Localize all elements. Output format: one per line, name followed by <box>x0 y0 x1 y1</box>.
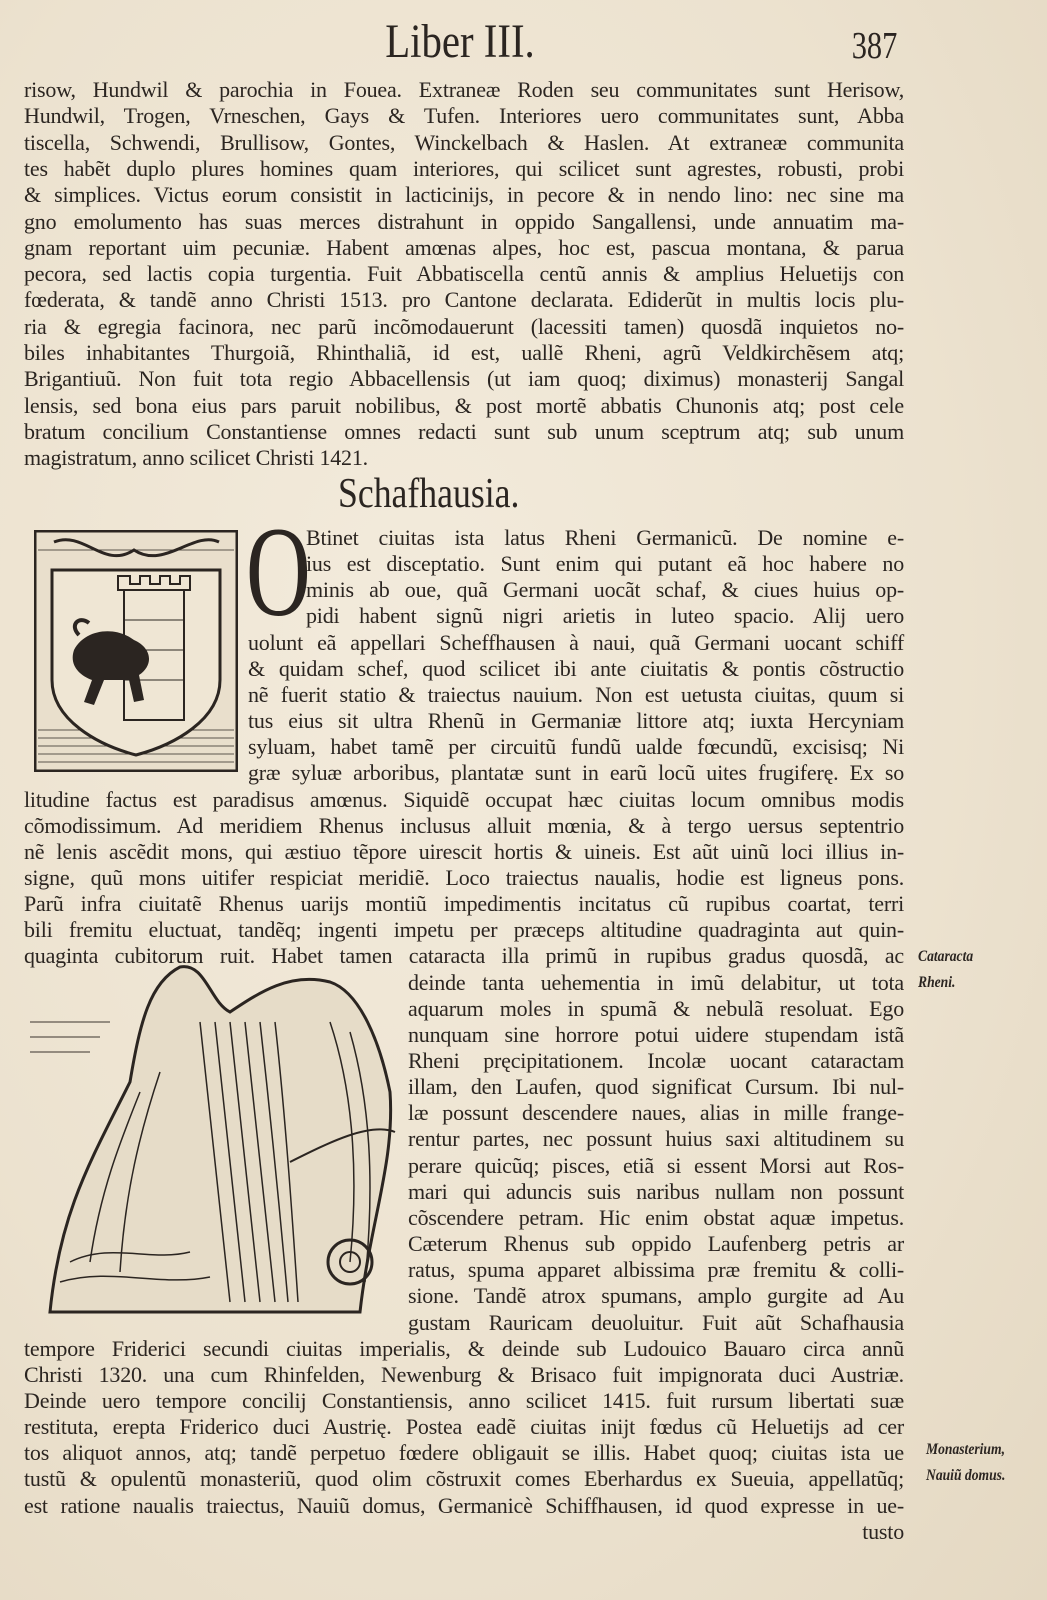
text-line: ria & egregia facinora, nec parũ incõmodauerunt (lacessiti tamen) quosdã inquietos no- <box>24 313 904 339</box>
text-line: quaginta cubitorum ruit. Habet tamen cataracta illa primũ in rupibus gradus quosdã, ac <box>24 943 904 969</box>
text-line: gnam reportant uim pecuniæ. Habent amœnas alpes, hoc est, pascua montana, & parua <box>24 234 904 260</box>
text-line: lensis, sed bona eius pars paruit nobilibus, & post mortẽ abbatis Chunonis atq; post cele <box>24 392 904 418</box>
page-number: 387 <box>851 25 898 67</box>
text-line: tes habẽt duplo plures homines quam interiores, qui scilicet sunt agrestes, robusti, probi <box>24 155 904 181</box>
text-line: nẽ fuerit statio & traiectus nauium. Non est uetusta ciuitas, quum si <box>248 681 904 707</box>
text-line: Brigantiuũ. Non fuit tota regio Abbacellensis (ut iam quoq; diximus) monasterij Sangal <box>24 366 904 392</box>
text-line: aquarum moles in spumã & nebulã resoluat. Ego <box>408 995 904 1021</box>
text-line: læ possunt descendere naues, alias in mille frange- <box>408 1100 904 1126</box>
text-line: tus eius sit ultra Rhenũ in Germaniæ littore atq; iuxta Hercyniam <box>248 708 904 734</box>
section-title: Schafhausia. <box>338 471 520 517</box>
text-line: magistratum, anno scilicet Christi 1421. <box>24 445 368 471</box>
text-line: est ratione naualis traiectus, Nauiũ domus, Germanicè Schiffhausen, id quod expresse in ue- <box>24 1492 904 1518</box>
text-line: gustam Rauricam deuoluitur. Fuit aũt Schafhausia <box>408 1309 904 1335</box>
text-line: litudine factus est paradisus amœnus. Siquidẽ occupat hæc ciuitas locum omnibus modis <box>24 786 904 812</box>
text-line: restituta, erepta Friderico duci Austrię. Postea eadẽ ciuitas inijt fœdus cũ Heluetijs ad cer <box>24 1414 904 1440</box>
text-line: Rheni pręcipitationem. Incolæ uocant cataractam <box>408 1048 904 1073</box>
text-line: tempore Friderici secundi ciuitas imperialis, & deinde sub Ludouico Bauaro circa annũ <box>24 1335 904 1361</box>
text-line: bratum concilium Constantiense omnes redacti sunt sub unum sceptrum atq; sub unum <box>24 418 904 444</box>
text-line: nẽ lenis ascẽdit mons, qui æstiuo tẽpore uirescit hortis & uineis. Est aũt uinũ loci illius in- <box>24 838 904 864</box>
margin-note-line: Monasterium, <box>926 1441 1005 1458</box>
text-line: sione. Tandẽ atrox spumans, amplo gurgite ad Au <box>408 1283 904 1309</box>
margin-note-cataracta <box>918 944 973 996</box>
text-line: cõscendere petram. Hic enim obstat aquæ impetus. <box>408 1204 904 1230</box>
text-line: risow, Hundwil & parochia in Fouea. Extraneæ Roden seu communitates sunt Herisow, <box>24 77 904 102</box>
text-line: Parũ infra ciuitatẽ Rhenus uarijs montiũ impedimentis incitatus cũ rupibus coartat, terri <box>24 891 904 917</box>
text-line: deinde tanta uehementia in imũ delabitur, ut tota <box>408 969 904 995</box>
text-line: mari qui aduncis suis naribus nullam non possunt <box>408 1178 904 1204</box>
text-line: & quidam schef, quod scilicet ibi ante ciuitatis & pontis cõstructio <box>248 655 904 681</box>
text-line: Hundwil, Trogen, Vrneschen, Gays & Tufen. Interiores uero communitates sunt, Abba <box>24 103 904 129</box>
text-line: Cæterum Rhenus sub oppido Laufenberg petris ar <box>408 1231 904 1257</box>
drop-cap-initial: O <box>246 501 311 643</box>
text-line: Deinde uero tempore concilij Constantiensis, anno scilicet 1415. fuit rursum libertati suæ <box>24 1387 904 1413</box>
text-line: tusto <box>862 1518 904 1544</box>
text-line: tiscella, Schwendi, Brullisow, Gontes, Winckelbach & Haslen. At extraneæ communita <box>24 129 904 155</box>
text-line: biles inhabitantes Thurgoiã, Rhinthaliã, id est, uallẽ Rheni, agrũ Veldkirchẽsem atq; <box>24 340 904 365</box>
text-line: Btinet ciuitas ista latus Rheni Germanicũ. De nomine e- <box>306 525 904 550</box>
running-head: Liber III. <box>385 15 535 68</box>
text-line: cõmodissimum. Ad meridiem Rhenus inclusus alluit mœnia, & à tergo uersus septentrio <box>24 812 904 838</box>
text-line: pidi habent signũ nigri arietis in luteo spacio. Alij uero <box>306 603 904 629</box>
text-line: illam, den Laufen, quod significat Cursum. Ibi nul- <box>408 1074 904 1100</box>
margin-note-monasterium <box>926 1437 1005 1489</box>
text-line: ratus, spuma apparet albissima præ fremitu & colli- <box>408 1257 904 1283</box>
text-line: nunquam sine horrore potui uidere stupendam istã <box>408 1021 904 1047</box>
text-line: signe, quũ mons uitifer respiciat meridiẽ. Loco traiectus naualis, hodie est ligneus pons. <box>24 864 904 890</box>
margin-note-line: Cataracta <box>918 948 974 965</box>
margin-note-line: Rheni. <box>918 974 956 991</box>
text-line: uolunt eã appellari Scheffhausen à naui, quã Germani uocant schiff <box>248 629 904 655</box>
text-line: syluam, habet tamẽ per circuitũ fundũ ualde fœcundũ, excisisq; Ni <box>248 734 904 760</box>
text-line: & simplices. Victus eorum consistit in lacticinijs, in pecore & in nendo lino: nec sine ma <box>24 182 904 208</box>
text-line: bili fremitu eluctuat, tandẽq; ingenti impetu per præceps altitudine quadraginta aut quin- <box>24 917 904 943</box>
text-line: tustũ & opulentũ monasteriũ, quod olim cõstruxit comes Eberhardus ex Sueuia, appellatũq; <box>24 1466 904 1492</box>
text-line: tos aliquot annos, atq; tandẽ perpetuo fœdere obligauit se illis. Habet quoq; ciuitas ista ue <box>24 1440 904 1466</box>
margin-note-line: Nauiũ domus. <box>926 1467 1006 1484</box>
text-line: minis ab oue, quã Germani uocãt schaf, & ciues huius op- <box>306 577 904 603</box>
text-line: perare quicũq; pisces, etiã si essent Morsi aut Ros- <box>408 1152 904 1178</box>
text-line: Christi 1320. una cum Rhinfelden, Newenburg & Brisaco fuit impignorata duci Austriæ. <box>24 1361 904 1387</box>
text-line: pecora, sed lactis copia turgentia. Fuit Abbatiscella centũ annis & amplius Heluetijs con <box>24 261 904 287</box>
text-line: fœderata, & tandẽ anno Christi 1513. pro Cantone declarata. Ediderũt in multis locis plu- <box>24 287 904 313</box>
coat-of-arms-woodcut <box>34 530 238 772</box>
text-line: rentur partes, nec possunt huius saxi altitudinem su <box>408 1126 904 1152</box>
text-line: gno emolumento has suas merces distrahunt in oppido Sangallensi, unde annuatim ma- <box>24 208 904 234</box>
text-line: græ syluæ arboribus, plantatæ sunt in earũ locũ uites frugiferę. Ex so <box>248 760 904 786</box>
text-line: ius est disceptatio. Sunt enim qui putant eã hoc habere no <box>306 551 904 577</box>
rhine-falls-woodcut <box>30 962 402 1318</box>
